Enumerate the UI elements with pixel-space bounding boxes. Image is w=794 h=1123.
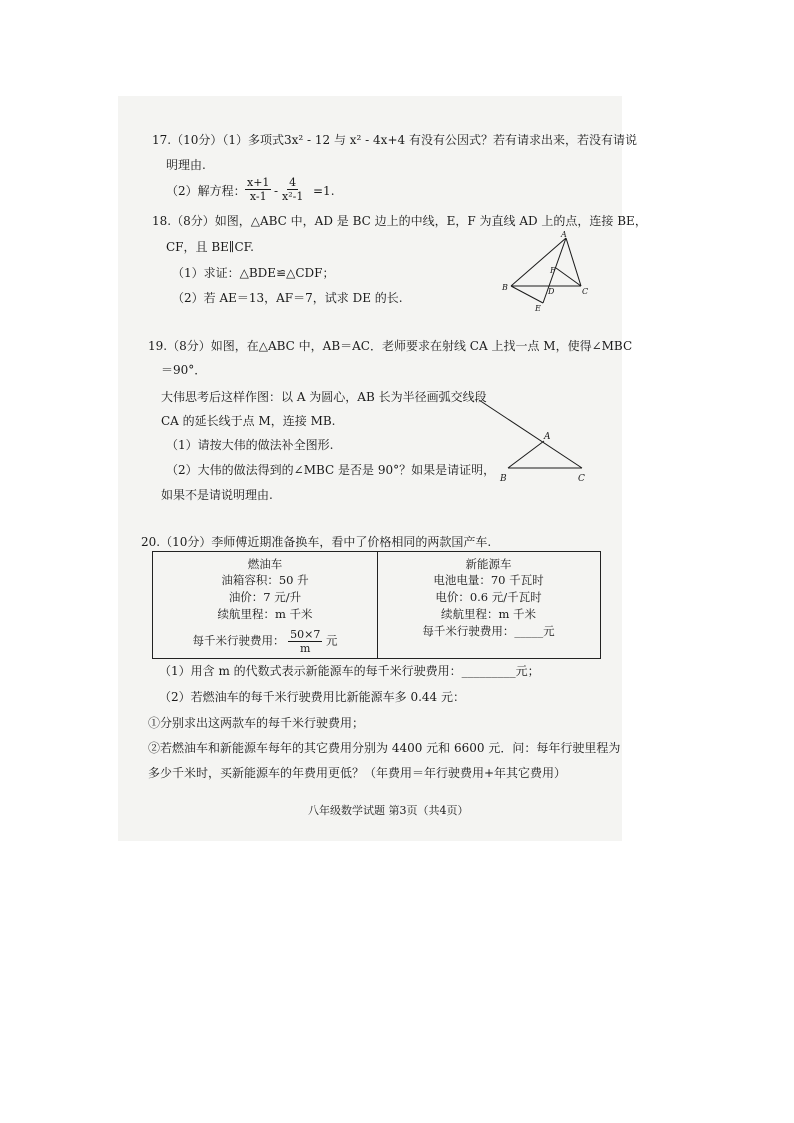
q17-minus: - bbox=[274, 184, 279, 198]
q17-frac1-denominator: x-1 bbox=[249, 190, 267, 203]
fuel-car-cost-unit: 元 bbox=[326, 633, 338, 648]
q17-frac1-numerator: x+1 bbox=[247, 176, 270, 189]
q19-line4: CA 的延长线于点 M，连接 MB. bbox=[161, 414, 336, 428]
ev-car-title: 新能源车 bbox=[465, 557, 512, 571]
q18-line3: （1）求证：△BDE≌△CDF； bbox=[172, 266, 335, 280]
ev-car-column bbox=[377, 552, 600, 658]
q18-triangle-figure bbox=[496, 228, 596, 318]
q18-line4: （2）若 AE＝13，AF＝7，试求 DE 的长. bbox=[172, 291, 403, 305]
ev-car-battery: 电池电量：70 千瓦时 bbox=[433, 573, 544, 587]
fuel-car-cost-label: 每千米行驶费用： bbox=[192, 633, 285, 648]
q19-label-b: B bbox=[500, 474, 507, 484]
q19-triangle-figure bbox=[474, 395, 594, 487]
car-comparison-table bbox=[152, 551, 601, 659]
fuel-car-tank: 油箱容积：50 升 bbox=[221, 573, 309, 587]
q19-line5: （1）请按大伟的做法补全图形. bbox=[166, 438, 334, 452]
q17-fraction-2 bbox=[282, 176, 303, 203]
q20-line1: 20.（10分）李师傅近期准备换车，看中了价格相同的两款国产车. bbox=[141, 535, 492, 549]
q18-label-d: D bbox=[548, 287, 555, 296]
q17-line2: 明理由. bbox=[166, 158, 206, 172]
fuel-car-range: 续航里程：m 千米 bbox=[217, 607, 313, 621]
fuel-car-price: 油价：7 元/升 bbox=[228, 590, 302, 604]
q17-fraction-1 bbox=[245, 176, 271, 203]
ev-car-cost bbox=[377, 624, 600, 638]
q19-line3: 大伟思考后这样作图：以 A 为圆心，AB 长为半径画弧交线段 bbox=[161, 390, 487, 404]
q20-part2-sub2-cont: 多少千米时，买新能源车的年费用更低？（年费用＝年行驶费用+年其它费用） bbox=[148, 766, 567, 780]
q18-line1: 18.（8分）如图，△ABC 中，AD 是 BC 边上的中线，E，F 为直线 AD 上的点，连接 BE， bbox=[152, 214, 647, 228]
q20-part2-sub2: ②若燃油车和新能源车每年的其它费用分别为 4400 元和 6600 元．问：每年行驶里程为 bbox=[148, 741, 621, 755]
page-footer: 八年级数学试题 第3页（共4页） bbox=[308, 804, 469, 817]
q18-label-c: C bbox=[582, 287, 589, 296]
q18-label-a: A bbox=[561, 230, 567, 239]
fuel-car-title: 燃油车 bbox=[247, 557, 283, 571]
fuel-car-cost-fraction bbox=[288, 628, 322, 655]
q17-line1: 17.（10分）（1）多项式3x² - 12 与 x² - 4x+4 有没有公因式？若有请求出来，若没有请说 bbox=[152, 133, 637, 147]
q19-line1: 19.（8分）如图，在△ABC 中，AB＝AC．老师要求在射线 CA 上找一点 M，使得∠MBC bbox=[148, 339, 633, 353]
q18-label-e: E bbox=[535, 304, 541, 313]
q19-label-c: C bbox=[578, 474, 585, 484]
q20-part2: （2）若燃油车的每千米行驶费用比新能源车多 0.44 元： bbox=[159, 690, 465, 704]
q20-part2-sub1: ①分别求出这两款车的每千米行驶费用； bbox=[148, 716, 365, 730]
fuel-car-cost bbox=[153, 628, 377, 655]
q17-eq-rhs: =1. bbox=[313, 184, 335, 198]
ev-car-price: 电价：0.6 元/千瓦时 bbox=[435, 590, 542, 604]
q19-line6: （2）大伟的做法得到的∠MBC 是否是 90°？如果是请证明， bbox=[166, 463, 496, 477]
ev-car-cost-label: 每千米行驶费用： bbox=[422, 624, 515, 638]
q19-label-a: A bbox=[544, 432, 551, 442]
q18-label-b: B bbox=[502, 283, 508, 292]
ev-car-range: 续航里程：m 千米 bbox=[440, 607, 537, 621]
q18-label-f: F bbox=[550, 266, 556, 275]
q18-line2: CF，且 BE∥CF. bbox=[166, 240, 254, 254]
ev-car-cost-unit: 元 bbox=[543, 624, 555, 638]
q19-line7: 如果不是请说明理由. bbox=[161, 488, 273, 502]
q19-line2: ＝90°． bbox=[161, 363, 207, 377]
q17-part2-label: （2）解方程： bbox=[166, 184, 246, 198]
q17-frac2-numerator: 4 bbox=[289, 176, 297, 189]
q20-part1: （1）用含 m 的代数式表示新能源车的每千米行驶费用：_________元； bbox=[159, 664, 540, 678]
fuel-car-cost-numerator: 50×7 bbox=[290, 628, 321, 641]
ev-car-cost-blank: _____ bbox=[514, 624, 544, 638]
q17-frac2-denominator: x²-1 bbox=[282, 190, 304, 203]
fuel-car-cost-denominator: m bbox=[300, 642, 311, 655]
fuel-car-column bbox=[153, 552, 378, 658]
